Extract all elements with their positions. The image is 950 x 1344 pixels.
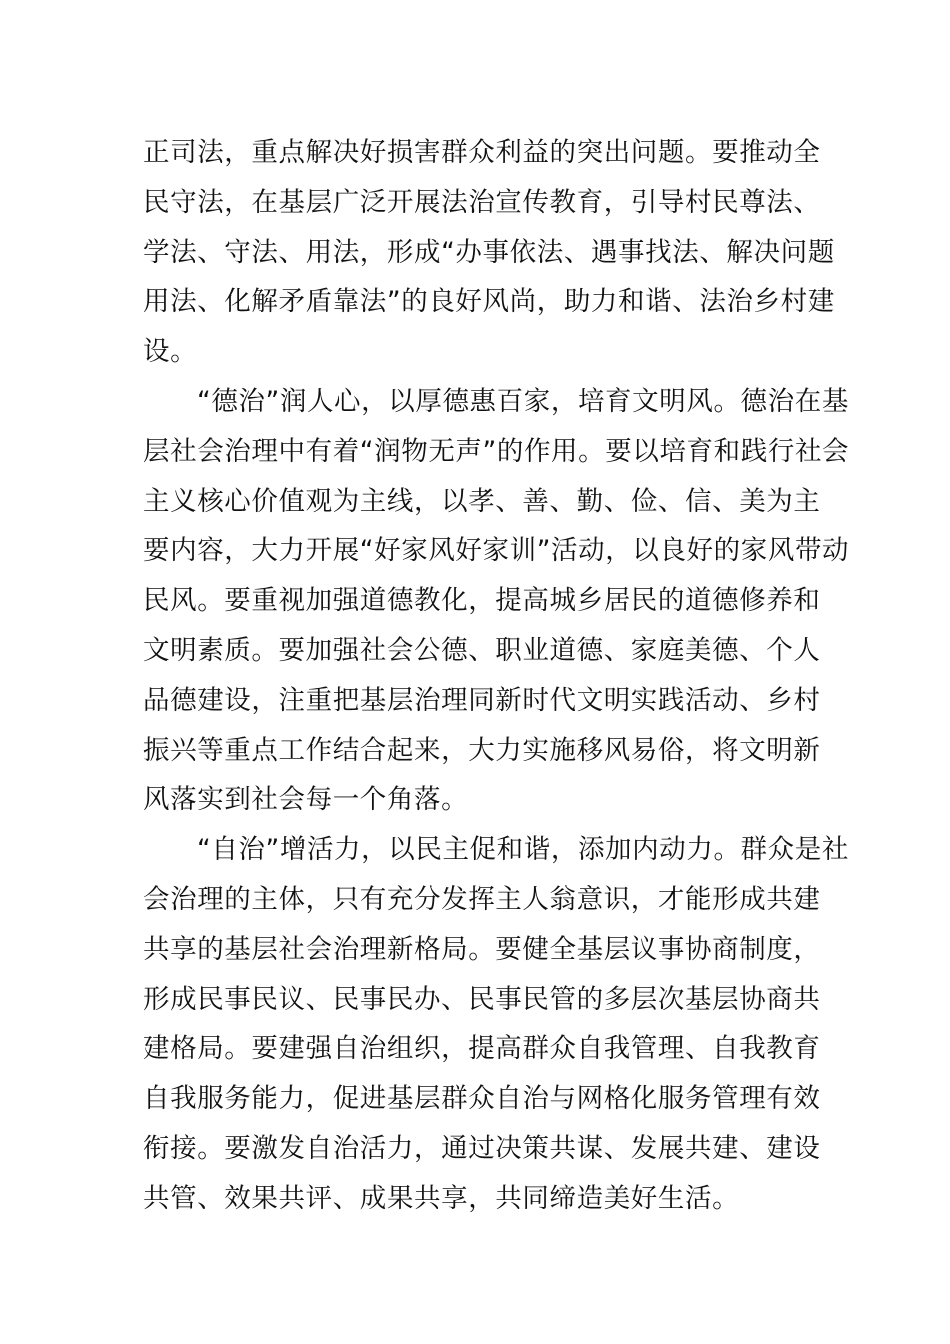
- text-line: 要内容，大力开展“好家风好家训”活动，以良好的家风带动: [143, 535, 850, 567]
- text-line: 会治理的主体，只有充分发挥主人翁意识，才能形成共建: [143, 883, 821, 915]
- text-line: 正司法，重点解决好损害群众利益的突出问题。要推动全: [143, 137, 821, 168]
- text-line: 用法、化解矛盾靠法”的良好风尚，助力和谐、法治乡村建: [143, 286, 835, 318]
- text-line: “德治”润人心，以厚德惠百家，培育文明风。德治在基: [197, 385, 849, 417]
- paragraph-3: [143, 825, 849, 1223]
- text-line: 主义核心价值观为主线，以孝、善、勤、俭、信、美为主: [143, 485, 821, 517]
- paragraph-2: [143, 377, 850, 825]
- text-line: 自我服务能力，促进基层群众自治与网格化服务管理有效: [143, 1083, 821, 1115]
- text-line: 层社会治理中有着“润物无声”的作用。要以培育和践行社会: [143, 435, 850, 467]
- text-line: 建格局。要建强自治组织，提高群众自我管理、自我教育: [143, 1033, 821, 1065]
- text-line: 品德建设，注重把基层治理同新时代文明实践活动、乡村: [143, 684, 821, 716]
- text-line: 文明素质。要加强社会公德、职业道德、家庭美德、个人: [143, 634, 821, 666]
- text-line: 振兴等重点工作结合起来，大力实施移风易俗，将文明新: [143, 734, 821, 766]
- text-line: 民风。要重视加强道德教化，提高城乡居民的道德修养和: [143, 585, 821, 617]
- text-line: 形成民事民议、民事民办、民事民管的多层次基层协商共: [143, 983, 821, 1015]
- document-body: [143, 128, 850, 1224]
- text-line: 学法、守法、用法，形成“办事依法、遇事找法、解决问题: [143, 236, 835, 268]
- text-line: 风落实到社会每一个角落。: [143, 784, 469, 816]
- text-line: 共管、效果共评、成果共享，共同缔造美好生活。: [143, 1182, 740, 1214]
- paragraph-1: [143, 128, 835, 377]
- text-line: 衔接。要激发自治活力，通过决策共谋、发展共建、建设: [143, 1132, 821, 1164]
- text-line: 设。: [143, 336, 198, 368]
- text-line: 民守法，在基层广泛开展法治宣传教育，引导村民尊法、: [143, 186, 821, 218]
- text-line: “自治”增活力，以民主促和谐，添加内动力。群众是社: [197, 834, 849, 866]
- text-line: 共享的基层社会治理新格局。要健全基层议事协商制度，: [143, 933, 821, 965]
